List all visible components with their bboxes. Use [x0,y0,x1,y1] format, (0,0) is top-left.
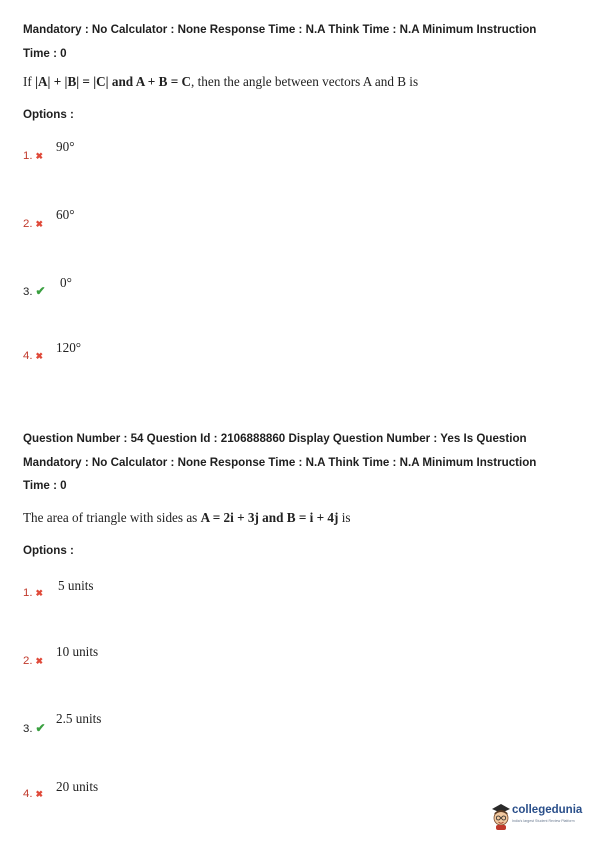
q1-option-3-number [23,284,46,298]
option-number: 4. [23,350,33,362]
option-number: 1. [23,150,33,162]
q2-option-1-value: 5 units [58,578,94,593]
q1-option-1-number [23,150,43,162]
q2-question-math: A = 2i + 3j and B = i + 4j [200,510,339,525]
q2-option-1-number [23,587,43,599]
q1-question-prefix: If [23,74,36,89]
q2-question-text [23,510,350,526]
q2-option-4-value: 20 units [56,779,99,794]
q1-option-3-value: 0° [60,275,72,290]
collegedunia-logo [490,800,590,834]
q1-question-suffix: , then the angle between vectors A and B is [191,74,419,89]
q1-question-math: |A| + |B| = |C| and A + B = C [35,74,192,89]
check-icon: ✔ [35,721,46,735]
q1-meta-line2: Time : 0 [23,47,67,60]
cross-icon: ✖ [35,656,44,666]
q1-option-2-value: 60° [56,207,75,222]
cross-icon: ✖ [35,219,44,229]
cross-icon: ✖ [35,789,44,799]
option-number: 2. [23,218,33,230]
q2-option-2-number [23,655,43,667]
q1-option-2-number [23,218,43,230]
q2-meta-line2: Mandatory : No Calculator : None Response Time : N.A Think Time : N.A Minimum Instruction [23,456,537,469]
q2-option-3-value: 2.5 units [56,711,102,726]
brand-name: collegedunia [512,804,583,816]
q2-meta-line1: Question Number : 54 Question Id : 2106888860 Display Question Number : Yes Is Question [23,432,527,445]
option-number: 2. [23,655,33,667]
q1-options-label: Options : [23,108,74,121]
option-number: 3. [23,723,33,735]
cross-icon: ✖ [35,351,44,361]
option-number: 3. [23,286,33,298]
q1-question-text [23,74,418,90]
check-icon: ✔ [35,284,46,298]
q1-option-4-value: 120° [56,340,82,355]
cross-icon: ✖ [35,151,44,161]
q2-meta-line3: Time : 0 [23,479,67,492]
option-number: 1. [23,587,33,599]
q1-meta-line1: Mandatory : No Calculator : None Response Time : N.A Think Time : N.A Minimum Instruction [23,23,537,36]
q2-option-2-value: 10 units [56,644,99,659]
q2-question-prefix: The area of triangle with sides as [23,510,201,525]
brand-tagline: India's largest Student Review Platform [512,819,575,823]
q2-option-4-number [23,788,43,800]
q1-option-4-number [23,350,43,362]
q2-options-label: Options : [23,544,74,557]
q2-option-3-number [23,721,46,735]
q1-option-1-value: 90° [56,139,75,154]
mascot-icon [490,801,512,831]
option-number: 4. [23,788,33,800]
q2-question-suffix: is [338,510,351,525]
cross-icon: ✖ [35,588,44,598]
